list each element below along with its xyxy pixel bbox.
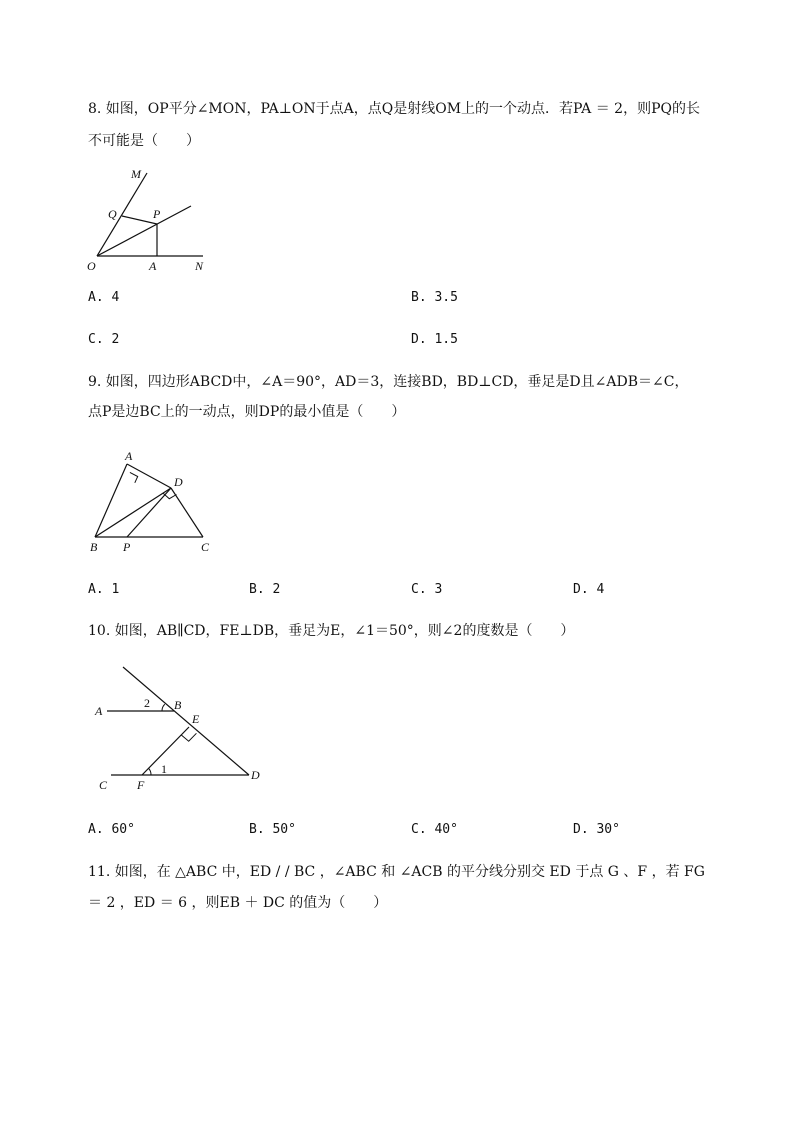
line-bd [123,667,249,775]
question-8-option-a[interactable]: A. 4 [88,290,120,305]
question-8-text-line1: 8. 如图，OP平分∠MON，PA⊥ON于点A，点Q是射线OM上的一个动点．若PA ＝ 2，则PQ的长 [88,101,700,117]
question-11-text-line2: ＝ 2 ，ED ＝ 6 ，则EB ＋ DC 的值为（ ） [88,895,388,911]
label-d: D [251,768,260,782]
label-n: N [195,259,204,273]
label-f: F [137,778,145,792]
segment-pq [122,216,157,224]
angle-mark-1 [149,768,151,775]
angle-mark-2 [162,704,165,711]
right-angle-mark-e [181,733,196,741]
label-p: P [153,207,161,221]
label-a: A [125,449,133,463]
question-8-option-d[interactable]: D. 1.5 [411,332,458,347]
label-a: A [95,704,103,718]
question-8-option-c[interactable]: C. 2 [88,332,120,347]
label-c: C [201,540,210,554]
question-9-text-line2: 点P是边BC上的一动点，则DP的最小值是（ ） [88,404,406,420]
question-8-figure [85,165,215,275]
ray-om [97,173,147,256]
question-9-option-a[interactable]: A. 1 [88,582,120,597]
label-b: B [90,540,98,554]
label-q: Q [108,207,117,221]
segment-ad [127,464,171,488]
label-o: O [87,259,96,273]
question-9-option-c[interactable]: C. 3 [411,582,443,597]
label-angle-2: 2 [144,696,150,710]
question-8-text-line2: 不可能是（ ） [88,133,200,149]
question-9-text-line1: 9. 如图，四边形ABCD中，∠A＝90°，AD＝3，连接BD，BD⊥CD，垂足是D且∠ADB＝∠C， [88,374,689,390]
label-c: C [99,778,108,792]
question-11-text-line1: 11. 如图，在 △ABC 中，ED / / BC ，∠ABC 和 ∠ACB 的平分线分别交 ED 于点 G 、F ，若 FG [88,864,705,880]
label-b: B [174,698,182,712]
question-10-option-a[interactable]: A. 60° [88,822,135,837]
question-8-option-b[interactable]: B. 3.5 [411,290,458,305]
question-9-option-d[interactable]: D. 4 [573,582,605,597]
question-9-option-b[interactable]: B. 2 [249,582,281,597]
label-d: D [174,475,183,489]
label-m: M [131,167,141,181]
label-p: P [123,540,131,554]
question-10-figure [85,660,275,795]
question-10-option-c[interactable]: C. 40° [411,822,458,837]
right-angle-mark-a [130,472,138,482]
question-10-option-d[interactable]: D. 30° [573,822,620,837]
label-e: E [192,712,200,726]
label-a: A [149,259,157,273]
question-10-option-b[interactable]: B. 50° [249,822,296,837]
question-9-figure [85,448,225,558]
label-angle-1: 1 [161,762,167,776]
question-10-text-line1: 10. 如图，AB∥CD，FE⊥DB，垂足为E，∠1＝50°，则∠2的度数是（ ） [88,623,575,639]
